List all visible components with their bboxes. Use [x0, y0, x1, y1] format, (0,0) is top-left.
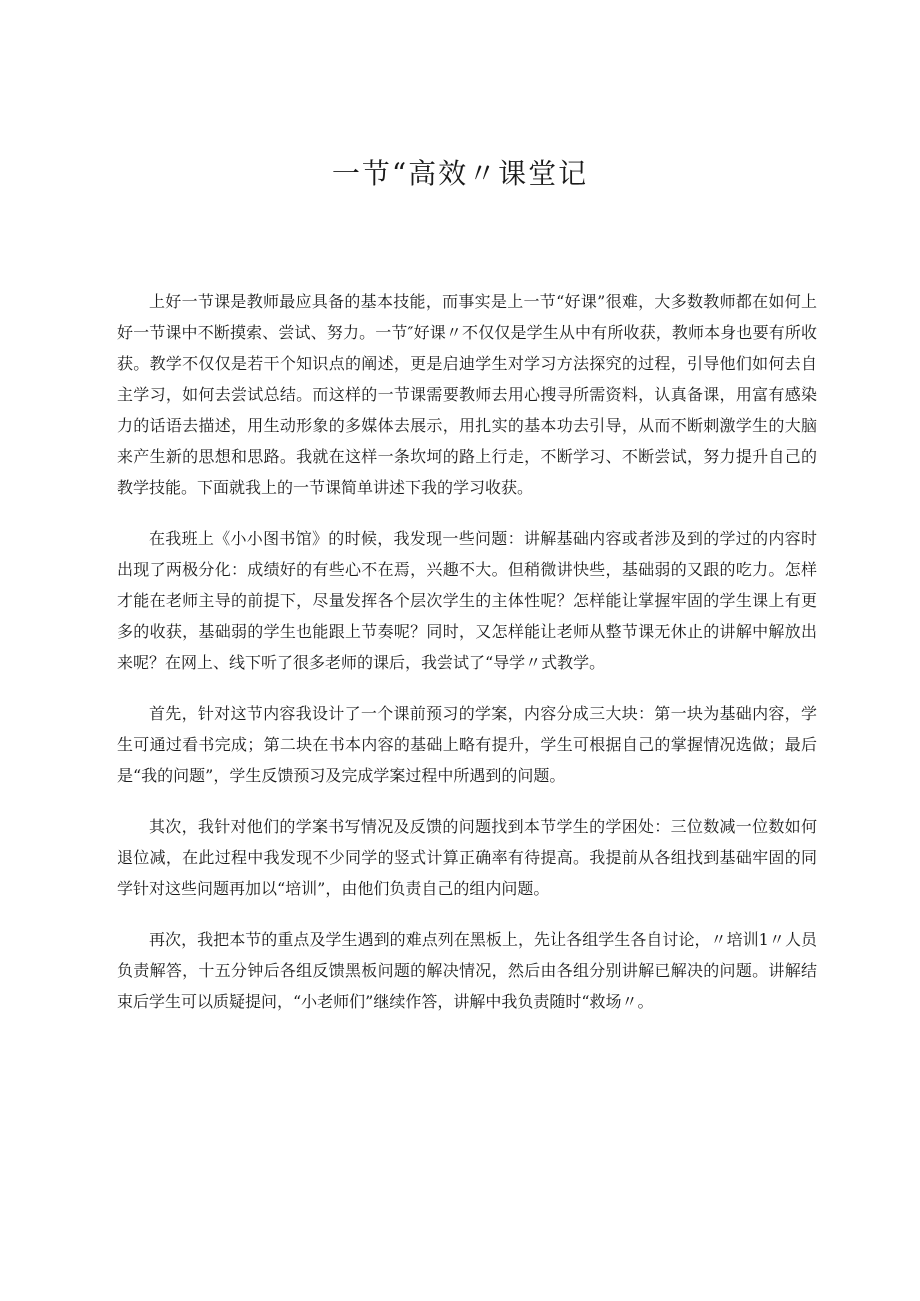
- paragraph-1: 上好一节课是教师最应具备的基本技能，而事实是上一节“好课”很难，大多数教师都在如何上好一节课中不断摸索、尝试、努力。一节″好课〃不仅仅是学生从中有所收获，教师本身也要有所收获。教学不仅仅是若干个知识点的阐述，更是启迪学生对学习方法探究的过程，引导他们如何去自主学习，如何去尝试总结。而这样的一节课需要教师去用心搜寻所需资料，认真备课，用富有感染力的话语去描述，用生动形象的多媒体去展示，用扎实的基本功去引导，从而不断刺激学生的大脑来产生新的思想和思路。我就在这样一条坎坷的路上行走，不断学习、不断尝试，努力提升自己的教学技能。下面就我上的一节课简单讲述下我的学习收获。: [117, 292, 817, 497]
- paragraph-5: 再次，我把本节的重点及学生遇到的难点列在黑板上，先让各组学生各自讨论，〃培训1〃人员负责解答，十五分钟后各组反馈黑板问题的解决情况，然后由各组分别讲解已解决的问题。讲解结束后学生可以质疑提问，“小老师们”继续作答，讲解中我负责随时“救场〃。: [117, 930, 817, 1011]
- paragraph-2: 在我班上《小小图书馆》的时候，我发现一些问题：讲解基础内容或者涉及到的学过的内容时出现了两极分化：成绩好的有些心不在焉，兴趣不大。但稍微讲快些，基础弱的又跟的吃力。怎样才能在老师主导的前提下，尽量发挥各个层次学生的主体性呢？怎样能让掌握牢固的学生课上有更多的收获，基础弱的学生也能跟上节奏呢？同时，又怎样能让老师从整节课无休止的讲解中解放出来呢？在网上、线下听了很多老师的课后，我尝试了“导学〃式教学。: [117, 529, 817, 672]
- paragraph-3: 首先，针对这节内容我设计了一个课前预习的学案，内容分成三大块：第一块为基础内容，学生可通过看书完成；第二块在书本内容的基础上略有提升，学生可根据自己的掌握情况选做；最后是“我的问题”，学生反馈预习及完成学案过程中所遇到的问题。: [117, 704, 817, 785]
- document-title: 一节“高效〃课堂记: [331, 157, 589, 190]
- document-body: [117, 286, 817, 1037]
- paragraph-4: 其次，我针对他们的学案书写情况及反馈的问题找到本节学生的学困处：三位数减一位数如何退位减，在此过程中我发现不少同学的竖式计算正确率有待提高。我提前从各组找到基础牢固的同学针对这些问题再加以“培训”，由他们负责自己的组内问题。: [117, 817, 817, 898]
